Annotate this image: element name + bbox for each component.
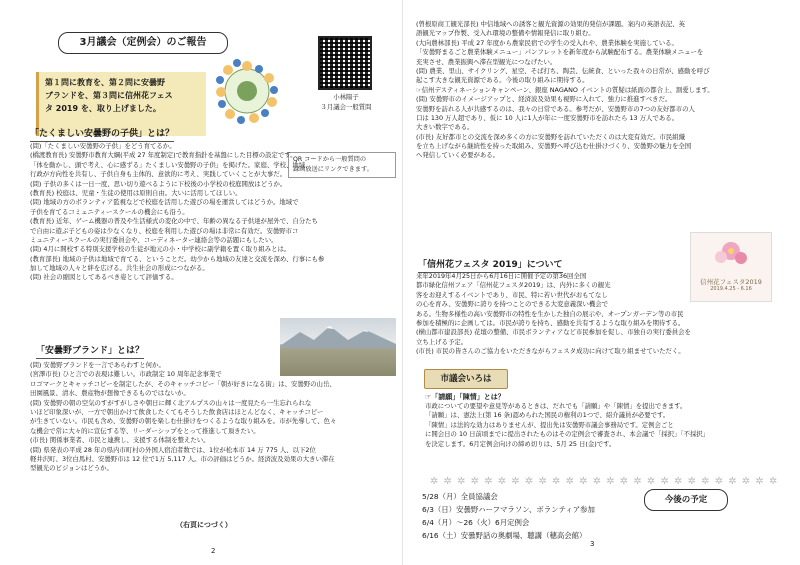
text-line: (市長) 市民の皆さんのご協力をいただきながらフェスタ成功に向けて取り組ませていただく。 bbox=[416, 347, 685, 356]
children-circle-illustration bbox=[214, 58, 280, 124]
text-line: (大向農林部長) 平成 27 年度から農家民宿での学生の受入れや、農業体験を実施している。 bbox=[416, 38, 678, 47]
star-divider: ✲ ✲ ✲ ✲ ✲ ✲ ✲ ✲ ✲ ✲ ✲ ✲ ✲ ✲ ✲ ✲ ✲ ✲ ✲ ✲ ✲ ✲ ✲ ✲ ✲ ✲ bbox=[430, 476, 779, 487]
text-line: 「陳情」は法的な効力はありませんが、提出先は安曇野市議会事務局です。定例会ごと bbox=[425, 420, 674, 429]
text-line: 大きい数字である。 bbox=[416, 123, 474, 132]
text-line: 客をお迎えするイベントであり、市民、特に若い世代がおもてなし bbox=[416, 290, 608, 299]
text-line: で自由に遊ぶ子どもの姿は少なくなり、校庭を利用した遊びの場は非常に有効だ。安曇野市コ bbox=[30, 226, 299, 235]
flower-festa-poster bbox=[690, 232, 772, 302]
text-line: 安曇野を訪れる人が共感するのは、我々の日常である。参考だが、安曇野市の7つの友好都市の人 bbox=[416, 104, 695, 113]
text-line: (問) 子供の多くは一日一度、思い切り遊べるように下校後の小学校の校庭開放はどうか。 bbox=[30, 179, 287, 188]
section-title-children: 「たくましい安曇野の子供」とは？ bbox=[30, 126, 174, 142]
text-line: いほど印象深いが、一方で朝出かけて飲食したくてもそうした飲食店はほとんどなく、キャッチコピー bbox=[30, 407, 324, 416]
text-line: を決定します。6月定例会向けの締め切りは、5月 25 日(金)です。 bbox=[425, 439, 616, 448]
qr-caption bbox=[300, 92, 392, 112]
text-line: (問) 農業、里山、サイクリング、星空、そば打ち、陶芸、伝統食、といった我々の日常が、感動を呼び bbox=[416, 66, 710, 75]
text-line: (宮澤市長) ひと言での表現は難しい。市政制定 10 周年記念事業で bbox=[30, 370, 222, 379]
text-line: ロゴマークとキャッチコピーを制定したが、そのキャッチコピー「朝が好きになる街」は、安曇野の山岳、 bbox=[30, 379, 336, 388]
text-line: (曽根原商工観光部長) 中信地域への誘客と観光資源の効果的発信が課題。案内の英語表記、英 bbox=[416, 20, 686, 28]
text-line: 語観光マップ作製、受入れ環境の整備や情報発信に取り組む。 bbox=[416, 29, 595, 38]
text-line: (教育部長) 地域の子供は地域で育てる、ということだ。幼少から地域の友達と交流を深め、行事にも参 bbox=[30, 254, 325, 263]
qr-caption-text: ３月議会一般質問 bbox=[320, 103, 372, 111]
schedule-item: 5/28（月）全員協議会 bbox=[422, 492, 498, 501]
intro-line: ブランドを、第３問に信州花フェス bbox=[45, 91, 173, 100]
qr-code[interactable] bbox=[318, 36, 372, 90]
page-number-right: 3 bbox=[590, 540, 595, 548]
text-line: (問) 4月に開校する特別支援学校の生徒が地元の小・中学校に副学籍を置く取り組みとは。 bbox=[30, 245, 291, 254]
text-line: 「体を動かし、頭で考え、心に感ずる」たくましい安曇野の子供」を掲げた。家庭、学校、地域、 bbox=[30, 160, 312, 169]
text-line: (市長) 友好都市との交流を深め多くの方に安曇野を訪れていただくのは大変有効だ。市民組織 bbox=[416, 132, 686, 141]
schedule-item: 6/16（土）安曇野話の奥劇場、聴講（穂高会館） bbox=[422, 531, 587, 540]
text-line: ある。生物多様性の高い安曇野市の特性を生かした独自の展示や、オープンガーデン等の市民 bbox=[416, 309, 684, 318]
section-body-brand bbox=[30, 361, 336, 474]
continue-label: （右頁につづく） bbox=[176, 521, 232, 529]
right-top-body bbox=[416, 20, 714, 161]
text-line: の心を育み、安曇野に誇りを持つことのできる大変意義深い機会で bbox=[416, 300, 609, 309]
text-line: な機会で常に大々的に宣伝する等、リーダーシップをとって推進して頂きたい。 bbox=[30, 426, 260, 435]
text-line: (問) 安曇野市のイメージアップと、経済波及効果も視野に入れて、強力に推進すべきだ。 bbox=[416, 95, 672, 104]
text-line: 来年2019年4月25日から6月16日に開催予定の第36回全国 bbox=[416, 272, 587, 280]
text-line: が生きていない。市民も含め、安曇野の朝を楽しむ仕掛けをつくるような取り組みを。市が先導して、色々 bbox=[30, 417, 337, 426]
text-line: (教育長) 校庭は、児童・生徒の使用は原則自由。大いに活用してほしい。 bbox=[30, 188, 242, 197]
text-line: (問) 安曇野の朝の空気のすがすがしさや朝日に輝く北アルプスの山々は一度見たら一生忘れられな bbox=[30, 398, 312, 407]
text-line: 都市緑化信州フェア「信州花フェスタ2019」は、内外に多くの観光 bbox=[416, 281, 611, 290]
text-line: を立ち上げながら継続性を持った取組み、安曇野へ呼び込む仕掛けづくり、安曇野の魅力を全国 bbox=[416, 142, 692, 151]
text-line: (問) 安曇野ブランドを一言であらわすと何か。 bbox=[30, 361, 165, 369]
text-line: 田園風景、清水、農産物が想像できるものではないか。 bbox=[30, 389, 190, 398]
schedule-item: 6/3（日）安曇野ハーフマラソン、ボランティア参加 bbox=[422, 505, 595, 514]
text-line: へ発信していく必要がある。 bbox=[416, 151, 500, 160]
page-number-left: 2 bbox=[211, 547, 216, 555]
text-line: 「安曇野まるごと農業体験メニュー」パンフレットを新年度から試験配布する。農業体験メニューを bbox=[416, 48, 704, 57]
intro-line: タ 2019 を、取り上げました。 bbox=[45, 104, 161, 113]
section-title-flower-festa: 「信州花フェスタ 2019」について bbox=[418, 257, 563, 273]
text-line: 充実させ、農業振興へ滞在型観光につなげたい。 bbox=[416, 57, 557, 66]
text-line: (教育長) 近年、ゲーム機器の普及や生活様式の変化の中で、年齢の異なる子供達が屋外で、自分たち bbox=[30, 217, 318, 226]
section-body-children bbox=[30, 142, 324, 283]
qr-name: 小林陽子 bbox=[333, 93, 359, 101]
text-line: 加して地域の人々と絆を広げる。共生社会の形成につながる。 bbox=[30, 264, 209, 273]
text-line: (問)「たくましい安曇野の子供」をどう育てるか。 bbox=[30, 142, 176, 150]
text-line: 型観光のビジョンはどうか。 bbox=[30, 464, 113, 473]
text-line: 子供を育てるコミュニティースクールの機会にも沿う。 bbox=[30, 207, 189, 216]
flower-illustration bbox=[691, 233, 771, 273]
text-line: (横山都市建設部長) 花壇の整備、市民ボランティアなど市民参加を促し、市独自の実行委員会を bbox=[416, 328, 691, 337]
text-line: 市政についての要望や意見等があるときは、だれでも「請願」や「陳情」を提出できます。 bbox=[425, 402, 687, 410]
text-line: (市長) 関係事業者、市民と連携し、支援する体制を整えたい。 bbox=[30, 436, 210, 445]
text-line: 「請願」は、憲法上(第 16 条)認められた国民の権利の1つで、紹介議員が必要です。 bbox=[425, 411, 670, 420]
schedule-list bbox=[422, 490, 595, 542]
intro-line: 第１問に教育を、第２問に安曇野 bbox=[45, 78, 165, 87]
upcoming-schedule-label: 今後の予定 bbox=[644, 489, 728, 511]
qr-note-line: QR コードから一般質問の bbox=[293, 156, 367, 163]
text-line: 起こす大きな観光資源である。今後の取り組みに期待する。 bbox=[416, 76, 589, 85]
text-line: (問) 地域の方のボランティア監視などで校庭を活用した遊びの場を運営してはどうか。地域で bbox=[30, 198, 299, 207]
text-line: (問) 社会の縮図としてあるべき姿として評価する。 bbox=[30, 273, 178, 282]
iroha-title: ☞「請願」「陳情」とは？ bbox=[425, 393, 505, 401]
text-line: 軽井沢町、3位白馬村、安曇野市は 12 位で1万 5,117 人。市の評価はどうか。経済波及効果の大きい滞在 bbox=[30, 454, 335, 463]
text-line: 参加を積極的に企画しては。市民が誇りを持ち、感動を共有するような取り組みを期待する。 bbox=[416, 318, 685, 327]
section-body-flower-festa bbox=[416, 272, 691, 357]
iroha-banner: 市議会いろは bbox=[424, 369, 508, 389]
poster-dates: 2019.4.25 - 6.16 bbox=[710, 286, 752, 292]
text-line: に開会日の 10 日前頃までに提出されたものはその定例会で審査され、本会議で「採択」「不採択」 bbox=[425, 430, 710, 439]
text-line: 口は 130 万人超であり、仮に 10 人に1人が年に一度安曇野市を訪れたら 13 万人である。 bbox=[416, 113, 678, 122]
text-line: 立ち上げる予定。 bbox=[416, 337, 468, 346]
schedule-item: 6/4（月）～26（火）6月定例会 bbox=[422, 518, 530, 527]
text-line: (橋渡教育長) 安曇野市教育大綱(平成 27 年度制定)で教育指針を基盤にした目標の設定です。 bbox=[30, 151, 297, 160]
text-line: (問) 県発表の平成 28 年の県内市町村の外国人宿泊者数では、1位が松本市 14 万 775 人、以下2位 bbox=[30, 445, 316, 454]
iroha-body bbox=[425, 402, 709, 449]
text-line: 行政が方向性を共有し、子供自身も主体的、意欲的に考え、実践していくことが大事だ。 bbox=[30, 170, 287, 179]
report-header: 3月議会（定例会）のご報告 bbox=[58, 32, 228, 54]
text-line: ミュニティースクールの実行委員会や、コーディネーター連絡会等の話題にもしたい。 bbox=[30, 235, 278, 244]
page-divider bbox=[402, 0, 403, 565]
section-title-brand: 「安曇野ブランド」とは？ bbox=[36, 343, 144, 359]
text-line: ☞信州デスティネーションキャンペーン、銀座 NAGANO イベントの質疑は紙面の都合上、割愛します。 bbox=[416, 85, 714, 94]
poster-title: 信州花フェスタ2019 bbox=[700, 278, 762, 286]
qr-note-line: 録画放送にリンクできます。 bbox=[293, 166, 373, 173]
